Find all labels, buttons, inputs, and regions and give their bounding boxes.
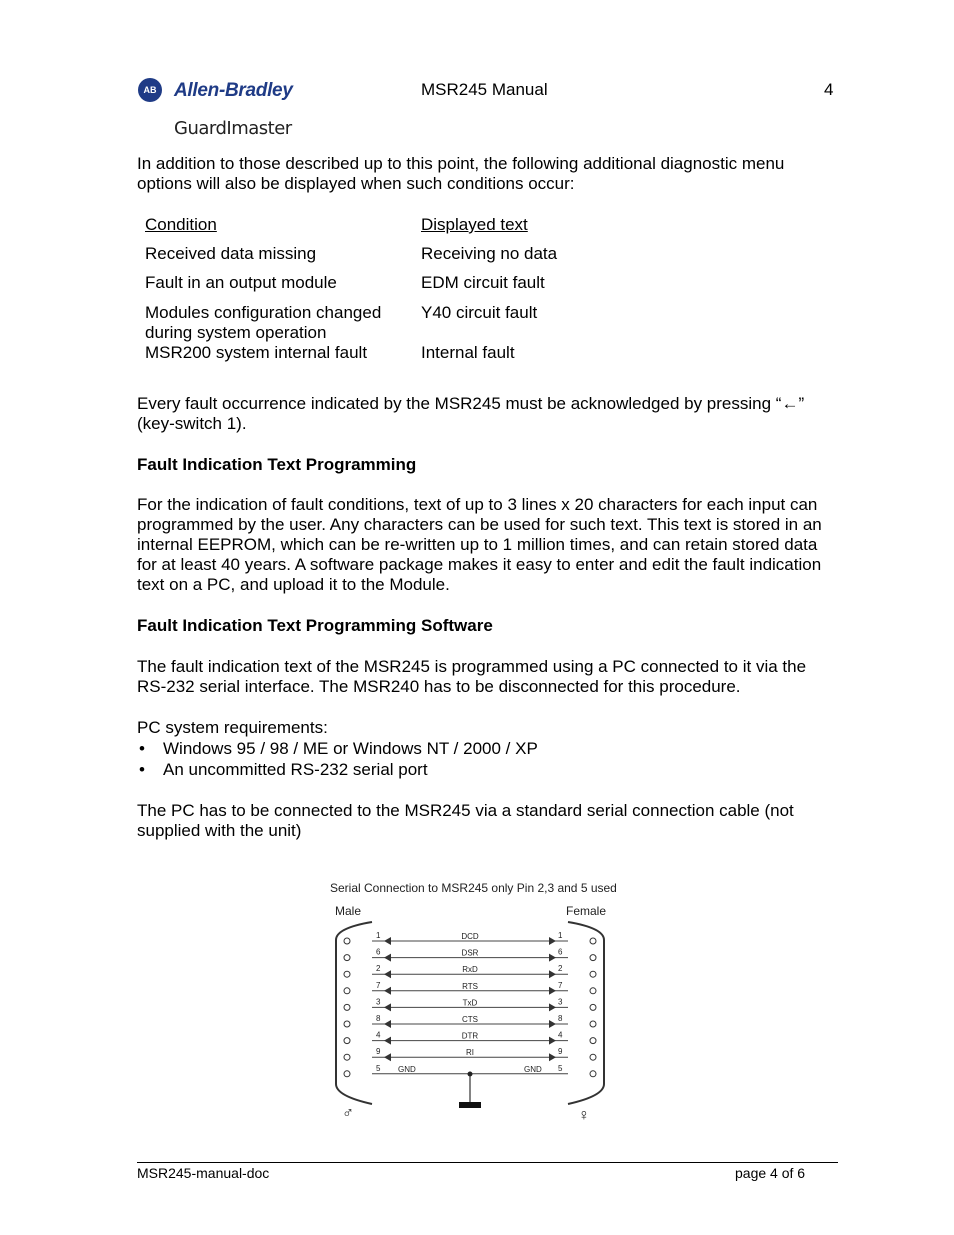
ground-junction bbox=[468, 1072, 473, 1077]
table-row-text: Internal fault bbox=[421, 343, 515, 362]
footer-page-count: page 4 of 6 bbox=[735, 1165, 806, 1181]
left-pin-number: 4 bbox=[376, 1030, 381, 1040]
signal-label: RTS bbox=[462, 981, 478, 991]
female-label: Female bbox=[566, 904, 607, 918]
right-pin-number: 9 bbox=[558, 1047, 563, 1057]
male-connector-shell bbox=[336, 922, 372, 1104]
male-pin bbox=[344, 955, 350, 961]
arrow-icon bbox=[549, 970, 556, 978]
ground-symbol bbox=[459, 1102, 481, 1108]
brand-name: Allen-Bradley bbox=[174, 80, 293, 101]
female-connector-shell bbox=[568, 922, 604, 1104]
right-pin-number: 8 bbox=[558, 1014, 563, 1023]
female-pin bbox=[590, 988, 596, 994]
male-pin bbox=[344, 988, 350, 994]
intro-paragraph: In addition to those described up to this point, the following additional diagnostic menu options will also be displayed when such conditions occur: bbox=[137, 154, 785, 193]
allen-bradley-logo-badge: AB bbox=[138, 78, 162, 102]
arrow-icon bbox=[549, 1037, 556, 1045]
gnd-label-left: GND bbox=[398, 1064, 416, 1074]
left-pin-number: 8 bbox=[376, 1014, 381, 1023]
male-pin bbox=[344, 1004, 350, 1010]
arrow-icon bbox=[384, 1020, 391, 1028]
male-pin bbox=[344, 1021, 350, 1027]
arrow-icon bbox=[384, 937, 391, 945]
arrow-icon bbox=[549, 1020, 556, 1028]
arrow-icon bbox=[549, 954, 556, 962]
header-page-number: 4 bbox=[824, 80, 834, 99]
signal-label: DCD bbox=[461, 932, 479, 941]
female-pin bbox=[590, 1004, 596, 1010]
signal-label: DSR bbox=[461, 948, 479, 958]
female-pin bbox=[590, 955, 596, 961]
table-row-condition: Modules configuration changed during system operation bbox=[145, 303, 382, 342]
right-pin-number: 6 bbox=[558, 947, 563, 957]
arrow-icon bbox=[384, 970, 391, 978]
list-item: • Windows 95 / 98 / ME or Windows NT / 2000 / XP bbox=[139, 739, 538, 758]
list-item: • An uncommitted RS-232 serial port bbox=[139, 760, 428, 779]
male-pin bbox=[344, 1054, 350, 1060]
left-pin-number: 1 bbox=[376, 931, 381, 940]
signal-label: TxD bbox=[462, 998, 478, 1008]
arrow-icon bbox=[549, 1003, 556, 1011]
male-pin bbox=[344, 938, 350, 944]
left-pin-number: 6 bbox=[376, 947, 381, 957]
female-symbol-icon: ♀ bbox=[578, 1107, 590, 1124]
table-row-text: Receiving no data bbox=[421, 244, 558, 263]
right-pin-number: 1 bbox=[558, 931, 563, 940]
male-symbol-icon: ♂ bbox=[342, 1105, 354, 1122]
male-pin bbox=[344, 1071, 350, 1077]
left-pin-number: 5 bbox=[376, 1063, 381, 1073]
female-pin bbox=[590, 1038, 596, 1044]
right-pin-number: 5 bbox=[558, 1063, 563, 1073]
arrow-icon bbox=[384, 1003, 391, 1011]
female-pin bbox=[590, 1021, 596, 1027]
table-row-condition: Fault in an output module bbox=[145, 273, 337, 292]
arrow-icon bbox=[384, 1037, 391, 1045]
bullet-icon: • bbox=[139, 739, 145, 758]
left-pin-number: 9 bbox=[376, 1047, 381, 1057]
table-row-condition: Received data missing bbox=[145, 244, 317, 263]
female-pin bbox=[590, 1071, 596, 1077]
bullet-icon: • bbox=[139, 760, 145, 779]
signal-label: CTS bbox=[462, 1015, 478, 1024]
arrow-icon bbox=[384, 954, 391, 962]
right-pin-number: 4 bbox=[558, 1030, 563, 1040]
left-pin-number: 7 bbox=[376, 980, 381, 990]
diagram-title: Serial Connection to MSR245 only Pin 2,3 and 5 used bbox=[330, 881, 617, 895]
signal-label: RxD bbox=[462, 965, 478, 975]
table-row-condition: MSR200 system internal fault bbox=[145, 343, 368, 362]
signal-label: RI bbox=[466, 1048, 474, 1058]
table-row-text: Y40 circuit fault bbox=[421, 303, 538, 322]
acknowledge-paragraph: Every fault occurrence indicated by the MSR245 must be acknowledged by pressing “←” (key-switch 1). bbox=[137, 394, 805, 433]
guardmaster-logo: GuardImaster bbox=[174, 118, 292, 139]
footer-divider bbox=[137, 1162, 838, 1163]
female-pin bbox=[590, 971, 596, 977]
right-pin-number: 3 bbox=[558, 997, 563, 1007]
arrow-icon bbox=[384, 987, 391, 995]
signal-label: DTR bbox=[461, 1031, 479, 1041]
arrow-icon bbox=[549, 937, 556, 945]
arrow-icon bbox=[384, 1053, 391, 1061]
cable-paragraph: The PC has to be connected to the MSR245 via a standard serial connection cable (not supplied with the unit) bbox=[137, 801, 794, 840]
male-pin bbox=[344, 971, 350, 977]
arrow-icon bbox=[549, 1053, 556, 1061]
table-header-condition: Condition bbox=[145, 215, 217, 234]
right-pin-number: 7 bbox=[558, 980, 563, 990]
male-pin bbox=[344, 1038, 350, 1044]
table-row-text: EDM circuit fault bbox=[421, 273, 545, 292]
document-title: MSR245 Manual bbox=[421, 80, 548, 99]
arrow-icon bbox=[549, 987, 556, 995]
section-body: For the indication of fault conditions, text of up to 3 lines x 20 characters for each input can programmed by the user. Any characters can be used for such text. This text is stored in an internal EEPROM, which can be re-written up to 1 million times, and can retain stored data for at least 40 years. A software package makes it easy to enter and edit the fault indication text on a PC, and upload it to the Module. bbox=[137, 495, 822, 594]
table-header-displayed-text: Displayed text bbox=[421, 215, 528, 234]
requirements-label: PC system requirements: bbox=[137, 718, 328, 737]
left-pin-number: 3 bbox=[376, 997, 381, 1007]
male-label: Male bbox=[335, 904, 362, 918]
female-pin bbox=[590, 1054, 596, 1060]
section-body: The fault indication text of the MSR245 is programmed using a PC connected to it via the RS-232 serial interface. The MSR240 has to be disconnected for this procedure. bbox=[137, 657, 807, 696]
left-pin-number: 2 bbox=[376, 964, 381, 974]
female-pin bbox=[590, 938, 596, 944]
section-heading: Fault Indication Text Programming Software bbox=[137, 616, 493, 635]
section-heading: Fault Indication Text Programming bbox=[137, 455, 417, 474]
serial-connection-diagram bbox=[320, 874, 640, 1130]
right-pin-number: 2 bbox=[558, 964, 563, 974]
footer-document-id: MSR245-manual-doc bbox=[137, 1165, 270, 1181]
gnd-label-right: GND bbox=[524, 1064, 542, 1074]
